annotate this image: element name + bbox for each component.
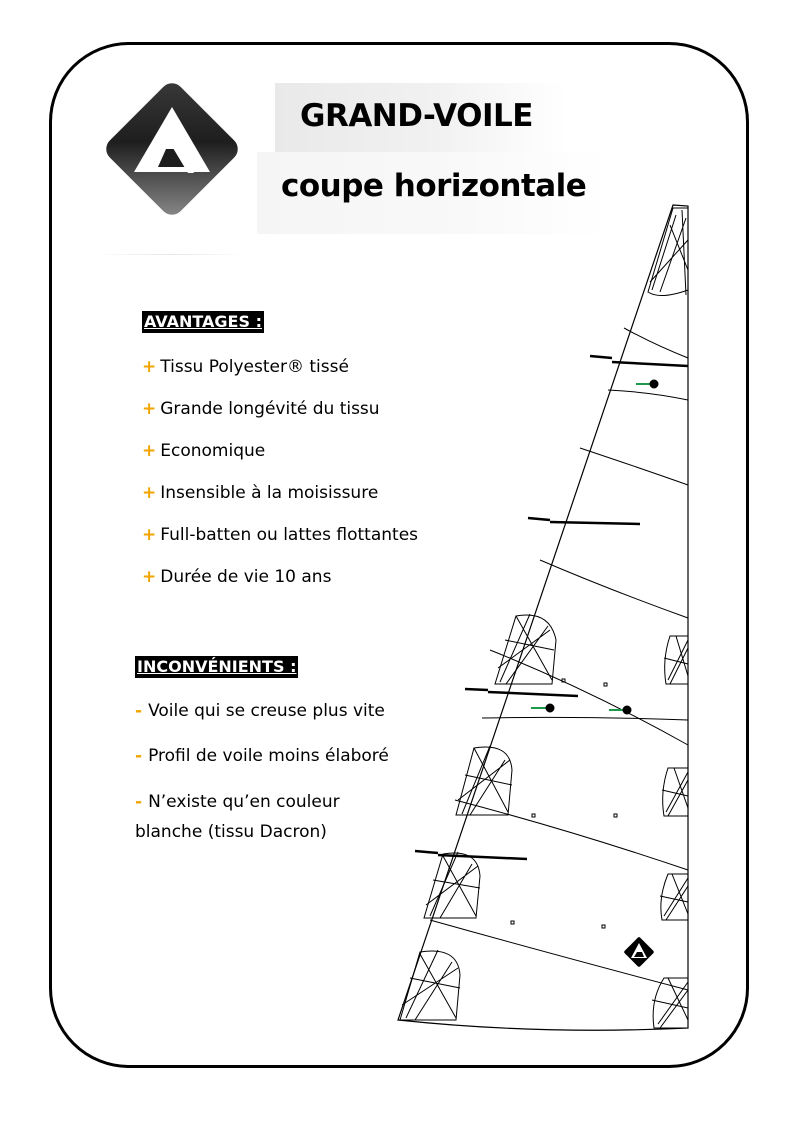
minus-marker: - xyxy=(135,746,143,766)
plus-marker: + xyxy=(142,567,157,587)
advantage-item xyxy=(142,398,380,420)
advantage-item xyxy=(142,356,349,378)
advantage-item xyxy=(142,482,378,504)
brand-logo-icon xyxy=(100,77,244,221)
disadvantage-item xyxy=(135,745,389,767)
disadvantage-text: Profil de voile moins élaboré xyxy=(148,746,389,766)
advantage-text: Insensible à la moisissure xyxy=(160,483,379,503)
advantage-item xyxy=(142,440,265,462)
advantage-item xyxy=(142,524,418,546)
advantages-heading: AVANTAGES : xyxy=(144,312,262,331)
disadvantage-text: N’existe qu’en couleur xyxy=(148,792,340,812)
logo-underline xyxy=(96,254,246,255)
disadvantages-heading: INCONVÉNIENTS : xyxy=(137,657,297,676)
advantage-text: Tissu Polyester® tissé xyxy=(160,357,349,377)
mainsail-drawing-icon xyxy=(390,200,700,1040)
page-title: GRAND-VOILE xyxy=(300,98,533,134)
plus-marker: + xyxy=(142,357,157,377)
plus-marker: + xyxy=(142,399,157,419)
page-subtitle: coupe horizontale xyxy=(281,168,587,204)
disadvantage-item xyxy=(135,791,340,813)
advantage-text: Economique xyxy=(160,441,266,461)
advantage-text: Grande longévité du tissu xyxy=(160,399,380,419)
minus-marker: - xyxy=(135,792,143,812)
disadvantage-item-continuation: blanche (tissu Dacron) xyxy=(135,822,327,842)
plus-marker: + xyxy=(142,483,157,503)
disadvantage-text: Voile qui se creuse plus vite xyxy=(148,701,385,721)
plus-marker: + xyxy=(142,525,157,545)
minus-marker: - xyxy=(135,701,143,721)
advantage-text: Full-batten ou lattes flottantes xyxy=(160,525,419,545)
disadvantage-item xyxy=(135,700,385,722)
advantage-item xyxy=(142,566,331,588)
plus-marker: + xyxy=(142,441,157,461)
advantage-text: Durée de vie 10 ans xyxy=(160,567,332,587)
